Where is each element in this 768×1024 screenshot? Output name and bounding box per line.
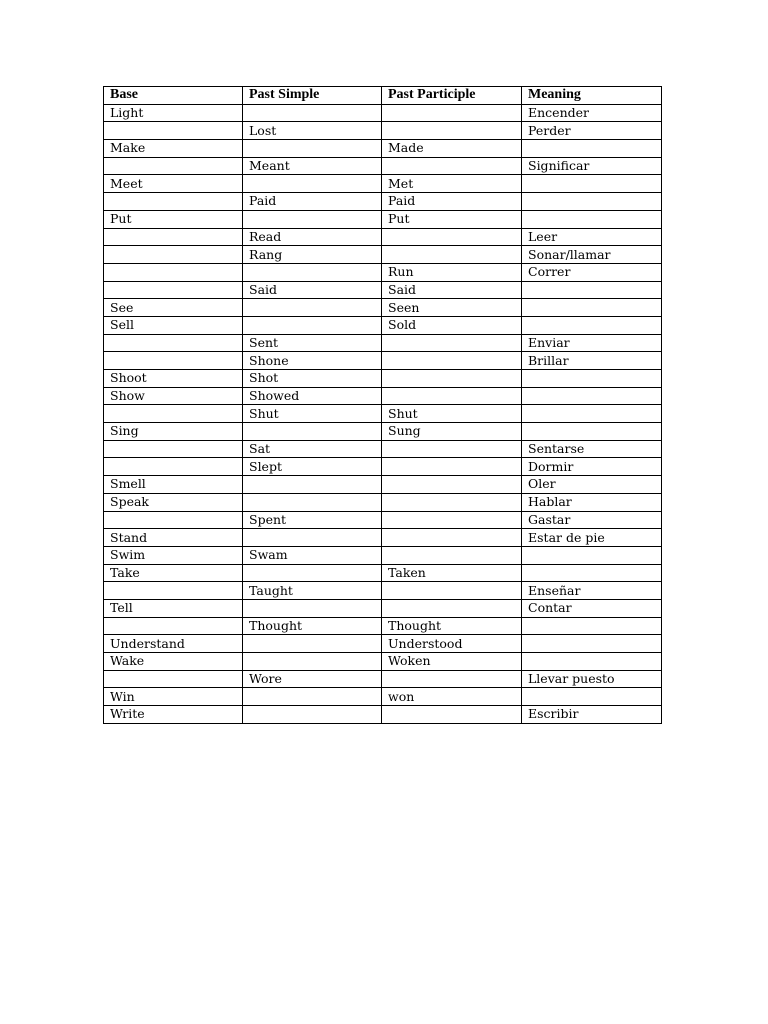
cell-meaning: Oler	[522, 476, 662, 494]
cell-base	[104, 440, 243, 458]
table-row	[104, 352, 662, 370]
table-row	[104, 281, 662, 299]
table-row	[104, 423, 662, 441]
table-row	[104, 122, 662, 140]
cell-past-simple	[243, 564, 382, 582]
cell-base	[104, 281, 243, 299]
table-row	[104, 493, 662, 511]
cell-past-participle	[382, 334, 522, 352]
cell-past-participle	[382, 352, 522, 370]
cell-past-simple: Spent	[243, 511, 382, 529]
cell-meaning: Encender	[522, 104, 662, 122]
cell-past-participle	[382, 599, 522, 617]
cell-past-participle	[382, 440, 522, 458]
cell-base: Put	[104, 210, 243, 228]
table-row	[104, 193, 662, 211]
table-row	[104, 635, 662, 653]
table-row	[104, 157, 662, 175]
cell-past-simple: Wore	[243, 670, 382, 688]
cell-base	[104, 352, 243, 370]
table-row	[104, 370, 662, 388]
cell-meaning	[522, 635, 662, 653]
header-base: Base	[104, 87, 243, 105]
cell-past-participle: Thought	[382, 617, 522, 635]
table-row	[104, 653, 662, 671]
cell-base: Shoot	[104, 370, 243, 388]
cell-past-simple	[243, 104, 382, 122]
cell-base: Stand	[104, 529, 243, 547]
cell-past-simple	[243, 653, 382, 671]
cell-past-participle	[382, 546, 522, 564]
cell-past-participle: Paid	[382, 193, 522, 211]
cell-past-participle	[382, 104, 522, 122]
cell-base: Tell	[104, 599, 243, 617]
cell-past-simple: Meant	[243, 157, 382, 175]
cell-past-participle	[382, 529, 522, 547]
cell-base	[104, 511, 243, 529]
table-row	[104, 175, 662, 193]
cell-base: Show	[104, 387, 243, 405]
cell-past-simple: Swam	[243, 546, 382, 564]
cell-past-participle: Said	[382, 281, 522, 299]
cell-meaning: Escribir	[522, 706, 662, 724]
cell-past-simple: Read	[243, 228, 382, 246]
table-row	[104, 228, 662, 246]
cell-past-simple	[243, 423, 382, 441]
table-row	[104, 104, 662, 122]
table-row	[104, 458, 662, 476]
cell-past-participle	[382, 157, 522, 175]
cell-past-participle	[382, 493, 522, 511]
table-header	[104, 87, 662, 105]
cell-past-participle: Run	[382, 263, 522, 281]
cell-past-simple: Shut	[243, 405, 382, 423]
cell-meaning: Enviar	[522, 334, 662, 352]
cell-base: Smell	[104, 476, 243, 494]
cell-meaning	[522, 653, 662, 671]
cell-meaning: Brillar	[522, 352, 662, 370]
cell-past-participle	[382, 511, 522, 529]
cell-base	[104, 122, 243, 140]
cell-past-participle	[382, 246, 522, 264]
cell-past-simple: Sent	[243, 334, 382, 352]
cell-past-participle	[382, 706, 522, 724]
verb-table	[103, 86, 662, 724]
cell-meaning	[522, 175, 662, 193]
cell-meaning	[522, 617, 662, 635]
cell-past-simple	[243, 316, 382, 334]
cell-meaning: Sentarse	[522, 440, 662, 458]
table-row	[104, 546, 662, 564]
cell-base	[104, 157, 243, 175]
cell-past-simple	[243, 529, 382, 547]
cell-meaning	[522, 546, 662, 564]
cell-base: Meet	[104, 175, 243, 193]
cell-base: Swim	[104, 546, 243, 564]
table-row	[104, 706, 662, 724]
cell-past-simple	[243, 263, 382, 281]
table-row	[104, 316, 662, 334]
cell-past-participle	[382, 476, 522, 494]
cell-base: Speak	[104, 493, 243, 511]
cell-meaning	[522, 193, 662, 211]
cell-past-participle: won	[382, 688, 522, 706]
cell-base: Light	[104, 104, 243, 122]
cell-base	[104, 405, 243, 423]
table-row	[104, 529, 662, 547]
cell-past-simple: Lost	[243, 122, 382, 140]
cell-meaning	[522, 316, 662, 334]
cell-meaning: Leer	[522, 228, 662, 246]
cell-meaning: Significar	[522, 157, 662, 175]
cell-past-simple: Shone	[243, 352, 382, 370]
cell-past-participle	[382, 670, 522, 688]
header-past-simple: Past Simple	[243, 87, 382, 105]
cell-past-simple: Said	[243, 281, 382, 299]
cell-past-participle	[382, 370, 522, 388]
cell-base: Sell	[104, 316, 243, 334]
cell-past-simple: Slept	[243, 458, 382, 476]
cell-past-participle	[382, 122, 522, 140]
cell-meaning	[522, 370, 662, 388]
cell-past-simple	[243, 493, 382, 511]
header-meaning: Meaning	[522, 87, 662, 105]
cell-past-participle: Sold	[382, 316, 522, 334]
cell-past-simple	[243, 140, 382, 158]
table-row	[104, 617, 662, 635]
header-past-participle: Past Participle	[382, 87, 522, 105]
cell-meaning	[522, 405, 662, 423]
cell-past-simple	[243, 599, 382, 617]
cell-base: Understand	[104, 635, 243, 653]
cell-past-simple	[243, 635, 382, 653]
cell-meaning: Correr	[522, 263, 662, 281]
table-row	[104, 440, 662, 458]
cell-base	[104, 228, 243, 246]
cell-base	[104, 670, 243, 688]
cell-past-participle	[382, 228, 522, 246]
cell-past-participle: Taken	[382, 564, 522, 582]
table-body	[104, 104, 662, 723]
cell-past-participle: Understood	[382, 635, 522, 653]
cell-base	[104, 458, 243, 476]
cell-past-simple: Thought	[243, 617, 382, 635]
cell-meaning: Llevar puesto	[522, 670, 662, 688]
cell-past-participle	[382, 387, 522, 405]
cell-meaning	[522, 281, 662, 299]
cell-past-participle: Met	[382, 175, 522, 193]
table-row	[104, 670, 662, 688]
table-row	[104, 511, 662, 529]
table-row	[104, 582, 662, 600]
table-row	[104, 599, 662, 617]
cell-base: Write	[104, 706, 243, 724]
table-row	[104, 334, 662, 352]
header-row	[104, 87, 662, 105]
cell-past-participle: Seen	[382, 299, 522, 317]
cell-base: Make	[104, 140, 243, 158]
cell-past-participle	[382, 582, 522, 600]
cell-past-participle: Sung	[382, 423, 522, 441]
cell-base: Take	[104, 564, 243, 582]
cell-meaning: Hablar	[522, 493, 662, 511]
table-row	[104, 263, 662, 281]
cell-base: Win	[104, 688, 243, 706]
table-row	[104, 387, 662, 405]
cell-base	[104, 193, 243, 211]
cell-past-simple	[243, 210, 382, 228]
cell-base	[104, 246, 243, 264]
table-row	[104, 140, 662, 158]
cell-meaning	[522, 387, 662, 405]
cell-meaning	[522, 299, 662, 317]
cell-base	[104, 582, 243, 600]
cell-past-simple	[243, 175, 382, 193]
cell-meaning	[522, 423, 662, 441]
cell-meaning: Estar de pie	[522, 529, 662, 547]
cell-past-simple: Rang	[243, 246, 382, 264]
cell-past-simple	[243, 476, 382, 494]
cell-past-simple: Shot	[243, 370, 382, 388]
table-row	[104, 476, 662, 494]
cell-past-participle	[382, 458, 522, 476]
cell-past-simple	[243, 299, 382, 317]
cell-meaning	[522, 140, 662, 158]
cell-past-simple	[243, 706, 382, 724]
cell-past-participle: Woken	[382, 653, 522, 671]
table-row	[104, 299, 662, 317]
cell-past-simple	[243, 688, 382, 706]
cell-base: Wake	[104, 653, 243, 671]
cell-meaning: Perder	[522, 122, 662, 140]
cell-base: See	[104, 299, 243, 317]
cell-meaning	[522, 210, 662, 228]
cell-base	[104, 334, 243, 352]
cell-past-simple: Showed	[243, 387, 382, 405]
cell-meaning	[522, 564, 662, 582]
cell-past-participle: Made	[382, 140, 522, 158]
cell-meaning: Contar	[522, 599, 662, 617]
cell-meaning: Enseñar	[522, 582, 662, 600]
cell-past-participle: Put	[382, 210, 522, 228]
table-row	[104, 210, 662, 228]
cell-past-simple: Paid	[243, 193, 382, 211]
table-row	[104, 405, 662, 423]
table-row	[104, 246, 662, 264]
cell-base	[104, 263, 243, 281]
cell-base: Sing	[104, 423, 243, 441]
cell-base	[104, 617, 243, 635]
cell-past-simple: Taught	[243, 582, 382, 600]
table-row	[104, 564, 662, 582]
table-row	[104, 688, 662, 706]
cell-meaning: Gastar	[522, 511, 662, 529]
cell-past-simple: Sat	[243, 440, 382, 458]
cell-meaning	[522, 688, 662, 706]
cell-meaning: Dormir	[522, 458, 662, 476]
cell-meaning: Sonar/llamar	[522, 246, 662, 264]
cell-past-participle: Shut	[382, 405, 522, 423]
